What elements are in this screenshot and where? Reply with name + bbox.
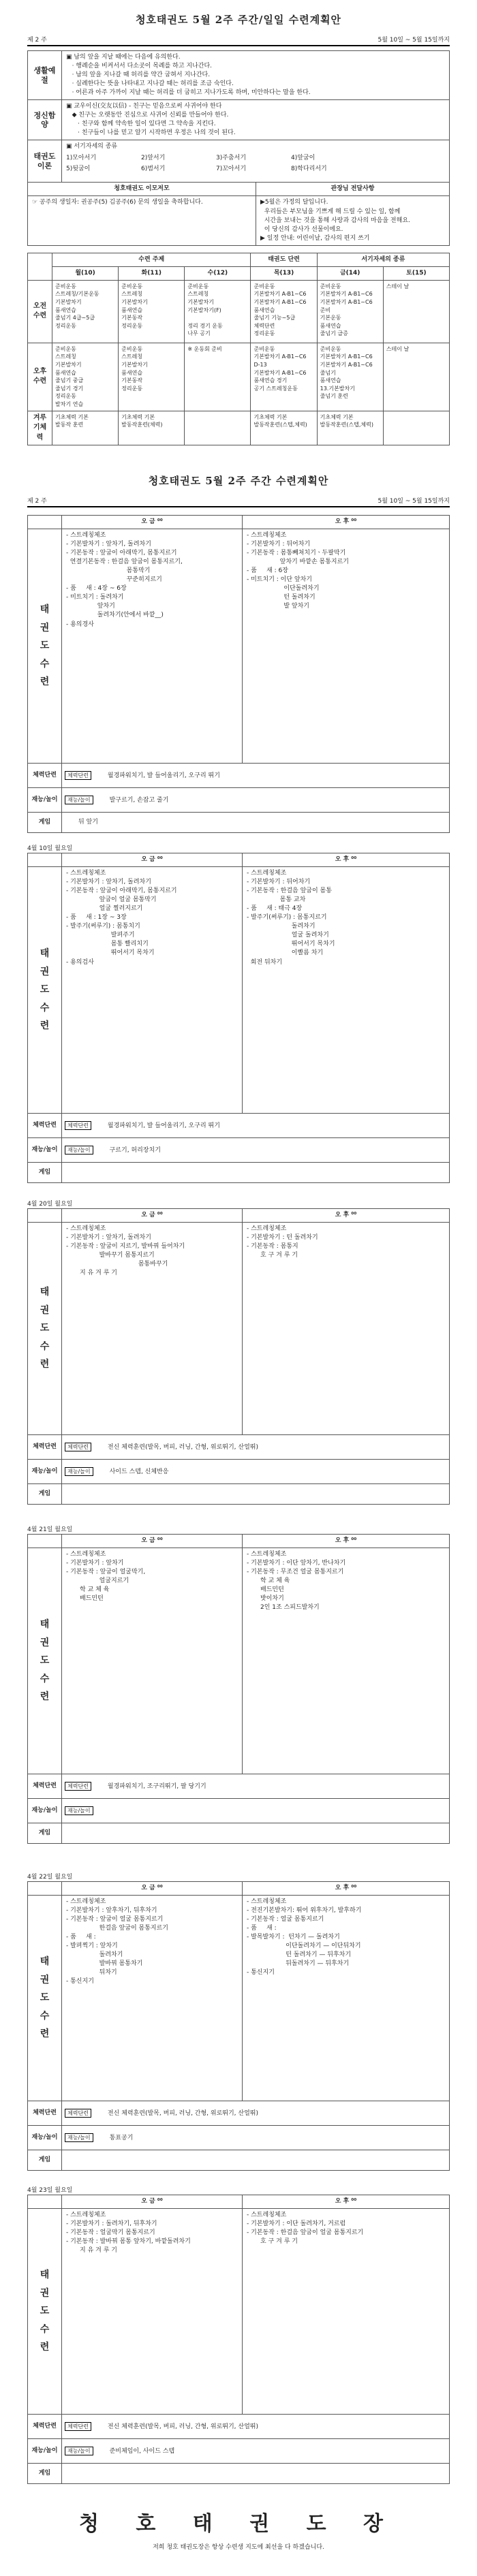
- notice-left-title: 청호태권도 이모저모: [28, 183, 256, 196]
- am-line: 몸통 빨리치기: [66, 941, 149, 948]
- am-line: 학 교 체 육: [66, 1586, 110, 1594]
- play-text: 사이드 스텝, 신체반응: [109, 1468, 169, 1475]
- theory-item: 7)꼬아서기: [216, 165, 247, 172]
- row-label-play: 재능/놀이: [28, 1799, 62, 1823]
- pm-line: 회전 뒤차기: [247, 958, 283, 966]
- schedule-day-header: 토(15): [383, 266, 449, 280]
- theory-item: 5)뒷굽이: [66, 165, 91, 172]
- vertical-label-text: 태 권 도 수 련: [40, 2269, 50, 2353]
- vertical-label: [28, 529, 62, 764]
- schedule-group-1: 수련 주제: [52, 253, 251, 266]
- row-label-game: 게임: [28, 2150, 62, 2171]
- spirit-label: 정신함양: [28, 100, 62, 140]
- day-table: [27, 1534, 450, 1844]
- play-text: 준비체임이, 사이드 스텝: [109, 2447, 175, 2455]
- schedule-day-header: 화(11): [119, 266, 185, 280]
- schedule-cell: 기초체력 기본 발동작훈련(스텝,체력): [251, 411, 317, 445]
- theory-heading: ▣ 서기자세의 종류: [66, 143, 118, 151]
- pm-line: 턴 돌려차기: [247, 594, 316, 601]
- pm-line: 몸통 교차: [247, 896, 306, 904]
- schedule-day-header: 월(10): [52, 266, 119, 280]
- pm-line: - 전진기본발차기: 뛰어 위후차기, 발후하기: [247, 1907, 362, 1915]
- pm-line: 뒤돌려차기 — 뒤후차기: [247, 1960, 350, 1968]
- notice-right-title: 관장님 전달사항: [256, 183, 450, 196]
- weekly-plan: [27, 12, 450, 445]
- day-table: [27, 853, 450, 1183]
- pm-line: 밧이차기: [247, 1595, 284, 1603]
- fitness-tag: 체력단련: [65, 1443, 91, 1452]
- notice-right-line: 시간을 보내는 것을 통해 사랑과 감사의 마음을 전해요.: [260, 217, 410, 224]
- pm-line: - 스트레칭체조: [247, 1551, 287, 1558]
- am-content: [62, 2209, 243, 2415]
- fitness-text: 월경파워치기, 발 들어올리기, 오구리 뛰기: [107, 1122, 220, 1129]
- row-label-fitness: 체력단련: [28, 764, 62, 788]
- fitness-row: [62, 2415, 450, 2439]
- fitness-row: [62, 1435, 450, 1460]
- schedule-row-label: 겨루기체력: [28, 411, 52, 445]
- am-line: 앞굽이 얼굴 몸통막기: [66, 896, 157, 904]
- pm-content: [243, 2209, 450, 2415]
- pm-line: - 품 새 :: [247, 1925, 277, 1932]
- day-plan-4: [27, 1872, 450, 2171]
- corner: [28, 1209, 62, 1223]
- am-line: 몸통막기: [66, 567, 151, 575]
- day-table: [27, 1881, 450, 2171]
- fitness-row: [62, 1774, 450, 1799]
- schedule-cell: 준비운동 스트레칭 기본발차기 품새연습 줄넘기 중급 줄넘기 경기 정리운동 발차기 연습: [52, 343, 119, 411]
- am-line: - 스트레칭체조: [66, 532, 106, 539]
- pm-line: - 기본발차기 : 이단 돌려차기, 거르럼: [247, 2220, 346, 2228]
- daily-schedule-table: [27, 253, 450, 445]
- row-label-play: 재능/놀이: [28, 2126, 62, 2150]
- day-plan-2: [27, 1199, 450, 1505]
- corner: [28, 1535, 62, 1548]
- am-line: - 발펴찍기 : 앞차기: [66, 1943, 118, 1950]
- schedule-group-3: 서기자세의 종류: [317, 253, 449, 266]
- play-row: [62, 1460, 450, 1484]
- vertical-label: [28, 867, 62, 1114]
- vertical-label-text: 태 권 도 수 련: [40, 604, 50, 688]
- pm-line: - 기본동작 : 몸통지: [247, 1243, 298, 1251]
- col-am: 오 금 ⁰⁰: [62, 1882, 243, 1896]
- schedule-cell: 준비운동 기본발차기 A-B1~C6 기본발차기 A-B1~C6 품새연습 줄넘기 기능~5급 체력단련 정리운동: [251, 280, 317, 343]
- schedule-cell: 준비운동 기본발차기 A-B1~C6 D-13 기본발차기 A-B1~C6 품새연습 경기 공기 스트레칭운동: [251, 343, 317, 411]
- spirit-lines-line: ▣ 교우이신(交友以信) - 친구는 믿음으로써 사귀어야 한다: [66, 103, 222, 110]
- fitness-row: [62, 2101, 450, 2126]
- am-line: 뒤차기: [66, 1969, 117, 1977]
- play-tag: 재능/놀이: [65, 1146, 93, 1155]
- row-label-play: 재능/놀이: [28, 2439, 62, 2464]
- play-row: [62, 2126, 450, 2150]
- am-content: [62, 529, 243, 764]
- am-line: - 기본발차기 : 앞차기, 돌려차기: [66, 879, 151, 886]
- vertical-label-text: 태 권 도 수 련: [40, 1287, 50, 1370]
- schedule-cell: 준비운동 스트레칭 기본발차기 품새연습 기본동작 정리운동: [119, 280, 185, 343]
- schedule-day-header: 금(14): [317, 266, 383, 280]
- col-am: 오 금 ⁰⁰: [62, 2195, 243, 2209]
- week-label: 제 2 주: [27, 37, 47, 44]
- am-line: - 기본발차기 : 앞차기, 돌려차기: [66, 541, 151, 548]
- schedule-day-header: 목(13): [251, 266, 317, 280]
- play-row: [62, 788, 450, 813]
- spirit-lines-line: · 친구들이 나를 믿고 알기 시작하면 우정은 나의 것이 된다.: [66, 129, 236, 137]
- fitness-tag: 체력단련: [65, 771, 91, 781]
- pm-line: 발 앞차기: [247, 603, 309, 610]
- row-label-fitness: 체력단련: [28, 2101, 62, 2126]
- row-label-fitness: 체력단련: [28, 2415, 62, 2439]
- vertical-label: [28, 1896, 62, 2101]
- pm-line: - 스트레칭체조: [247, 2212, 287, 2219]
- am-line: - 스트레칭체조: [66, 1551, 106, 1558]
- notice-right-line: ▶ 일정 안내: 어린이날, 감사의 편지 쓰기: [260, 234, 370, 242]
- row-label-fitness: 체력단련: [28, 1435, 62, 1460]
- spirit-content: [62, 100, 450, 140]
- am-content: [62, 1896, 243, 2101]
- am-line: - 기본동작 : 앞굽이 아래막기, 몸통지르기: [66, 888, 177, 895]
- vertical-label: [28, 1223, 62, 1435]
- play-text: 통표공기: [109, 2134, 134, 2141]
- vertical-label-text: 태 권 도 수 련: [40, 948, 50, 1032]
- play-text: 구르기, 허리장치기: [109, 1146, 161, 1154]
- theory-content: [62, 140, 450, 183]
- am-line: - 용의경사: [66, 621, 94, 628]
- schedule-cell: 준비운동 스트레칭 기본발차기 기본발차기(F) 정리 경기 운동 나무 공기: [185, 280, 251, 343]
- am-line: 발바꾸기 몸통지르기: [66, 1252, 155, 1259]
- am-line: - 스트레칭체조: [66, 1898, 106, 1906]
- life-label: 생활예절: [28, 51, 62, 100]
- game-row: [62, 2464, 450, 2484]
- theory-item: 4)앞굽이: [291, 155, 316, 162]
- theory-item: 1)모아서기: [66, 155, 97, 162]
- pm-content: [243, 529, 450, 764]
- row-label-play: 재능/놀이: [28, 788, 62, 813]
- am-content: [62, 867, 243, 1114]
- schedule-cell: [185, 411, 251, 445]
- pm-line: - 기본발차기 : 턴 돌려차기: [247, 1234, 318, 1242]
- row-label-game: 게임: [28, 1823, 62, 1844]
- fitness-row: [62, 764, 450, 788]
- game-row: [62, 2150, 450, 2171]
- game-row: [62, 1823, 450, 1844]
- pm-line: 얼굴 돌려차기: [247, 932, 329, 939]
- am-line: 배드민턴: [66, 1595, 104, 1603]
- am-line: 한걸음 앞굽이 몸통지르기: [66, 1925, 168, 1932]
- day-date-label: 4월 22일 월요일: [27, 1874, 73, 1881]
- am-line: - 기본동작 : 앞굽이 얼굴막기,: [66, 1569, 146, 1576]
- schedule-cell: 스테이 날: [383, 343, 449, 411]
- day-date-label: 4월 21일 월요일: [27, 1526, 73, 1533]
- am-line: 돌려차기: [66, 1951, 123, 1959]
- pm-line: 이단돌려차기: [247, 585, 320, 593]
- col-pm: 오 후 ⁰⁰: [243, 1535, 450, 1548]
- life-content: [62, 51, 450, 100]
- day-plan-3: [27, 1524, 450, 1844]
- row-label-game: 게임: [28, 813, 62, 833]
- pm-line: - 품 새 : 태극 4장: [247, 905, 303, 913]
- am-line: 몸통바꾸기: [66, 1261, 168, 1268]
- pm-line: - 스트레칭체조: [247, 1225, 287, 1233]
- fitness-tag: 체력단련: [65, 1121, 91, 1131]
- am-line: - 기본동작 : 앞굽이 얼굴 몸통지르기: [66, 1916, 164, 1923]
- col-am: 오 금 ⁰⁰: [62, 516, 243, 529]
- am-line: - 스트레칭체조: [66, 1225, 106, 1233]
- footer-sub: 저희 청호 태권도장은 항상 수련생 지도에 최선을 다 하겠습니다.: [153, 2544, 324, 2551]
- theory-item: 8)학다리서기: [291, 165, 327, 172]
- pm-line: - 기본동작 : 무조건 얼굴 몸통지르기: [247, 1569, 344, 1576]
- am-line: - 통신지기: [66, 1978, 94, 1985]
- am-line: 발바꿔 몸통차기: [66, 1960, 143, 1968]
- am-line: - 용의검사: [66, 958, 94, 966]
- am-line: - 기본동작 : 앞굽이 지르기, 발바꿔 들어차기: [66, 1243, 185, 1251]
- play-tag: 재능/놀이: [65, 2447, 93, 2456]
- schedule-cell: 기초체력 기본 발동작 훈련: [52, 411, 119, 445]
- corner: [28, 2195, 62, 2209]
- am-line: - 스트레칭체조: [66, 870, 106, 877]
- daily-plan-header: [27, 473, 450, 507]
- notice-right: [256, 196, 450, 245]
- life-lines-line: · 어른과 아주 가까이 지날 때는 허리를 더 굽히고 지나가도록 하며, 미안하다는 말을 한다.: [66, 89, 311, 97]
- fitness-text: 월경파워치기, 발 들어올리기, 오구리 뛰기: [107, 772, 220, 779]
- pm-line: - 기본발차기 : 뒤어차기: [247, 541, 311, 548]
- day-plan-0: [27, 505, 450, 833]
- theory-item: 6)범서기: [141, 165, 166, 172]
- daily-dates: 5월 10일 ~ 5월 15일까지: [378, 498, 450, 505]
- pm-line: 2인 1조 스피드발차기: [247, 1604, 320, 1612]
- col-pm: 오 후 ⁰⁰: [243, 1882, 450, 1896]
- col-pm: 오 후 ⁰⁰: [243, 2195, 450, 2209]
- row-label-play: 재능/놀이: [28, 1138, 62, 1163]
- day-table: [27, 515, 450, 833]
- am-line: 앞차기: [66, 603, 115, 610]
- schedule-day-header: 수(12): [185, 266, 251, 280]
- schedule-cell: 기초체력 기본 발동작훈련(체력): [119, 411, 185, 445]
- schedule-cell: 준비운동 스트레칭/기본운동 기본발차기 품새연습 줄넘기 4급~5급 정리운동: [52, 280, 119, 343]
- schedule-cell: 준비운동 기본발차기 A-B1~C6 기본발차기 A-B1~C6 준비 기본운동 품새연습 줄넘기 급증: [317, 280, 383, 343]
- schedule-cell: [383, 411, 449, 445]
- vertical-label-text: 태 권 도 수 련: [40, 1619, 50, 1703]
- schedule-cell: ※ 운동회 준비: [185, 343, 251, 411]
- fitness-tag: 체력단련: [65, 1782, 91, 1791]
- am-line: 뛰어서기 목차기: [66, 949, 155, 957]
- fitness-row: [62, 1114, 450, 1138]
- fitness-text: 전신 체력훈련(발목, 버피, 러닝, 간형, 위로뛰기, 산얼뛰): [107, 1443, 258, 1451]
- corner: [28, 1882, 62, 1896]
- pm-line: - 기본발차기 : 이단 앞차기, 반나차기: [247, 1560, 346, 1567]
- day-date-label: 4월 20일 월요일: [27, 1201, 73, 1208]
- row-label-fitness: 체력단련: [28, 1774, 62, 1799]
- play-tag: 재능/놀이: [65, 2133, 93, 2143]
- weekly-header: [27, 33, 450, 46]
- schedule-group-2: 태권도 단련: [251, 253, 317, 266]
- col-pm: 오 후 ⁰⁰: [243, 853, 450, 867]
- pm-line: 배드민턴: [247, 1586, 284, 1594]
- pm-line: - 기본동작 : 한걸음 앞굽이 몸통: [247, 888, 332, 895]
- day-table: [27, 1208, 450, 1505]
- col-am: 오 금 ⁰⁰: [62, 1209, 243, 1223]
- am-line: 꾸준히지르기: [66, 576, 162, 584]
- play-row: [62, 2439, 450, 2464]
- play-tag: 재능/놀이: [65, 1806, 93, 1816]
- am-content: [62, 1548, 243, 1774]
- life-lines-line: · 행례순을 비켜서서 다소곳이 목례를 하고 지나간다.: [66, 63, 213, 70]
- schedule-row-label: 오전수련: [28, 280, 52, 343]
- pm-line: 뛰어서기 목차기: [247, 941, 335, 948]
- col-am: 오 금 ⁰⁰: [62, 1535, 243, 1548]
- row-label-play: 재능/놀이: [28, 1460, 62, 1484]
- game-row: [62, 1484, 450, 1505]
- schedule-cell: 스테이 날: [383, 280, 449, 343]
- am-line: 돌려차기(안에서 바깥__): [66, 612, 164, 619]
- pm-content: [243, 1896, 450, 2101]
- spirit-lines-line: · 친구와 함께 약속한 일이 있다면 그 약속을 지킨다.: [66, 121, 216, 128]
- am-line: 지 유 겨 루 기: [66, 1270, 117, 1277]
- spirit-lines-line: ◆ 친구는 오랫동안 진심으로 사귀어 신뢰를 만들어야 한다.: [66, 112, 229, 119]
- fitness-tag: 체력단련: [65, 2109, 91, 2118]
- am-line: - 기본동작 : 얼굴막기 몸통지르기: [66, 2229, 155, 2237]
- am-line: 얼굴지르기: [66, 1577, 129, 1585]
- schedule-row-label: 오후수련: [28, 343, 52, 411]
- day-plan-1: [27, 843, 450, 1183]
- life-lines-line: · 실례한다는 뜻을 나타내고 지나갈 때는 허리를 조금 숙인다.: [66, 80, 234, 88]
- pm-line: 호 구 겨 루 기: [247, 1252, 298, 1259]
- pm-line: - 발목발차기 : 턴차기 — 돌려차기: [247, 1934, 340, 1941]
- game-text: 뒤 앞기: [78, 819, 98, 826]
- day-table: [27, 2195, 450, 2484]
- play-text: 발구르기, 손잡고 줄기: [109, 796, 169, 804]
- pm-line: - 미트치기 : 이단 앞차기: [247, 576, 312, 584]
- life-lines-line: ▣ 남의 앞을 지날 때에는 다음에 유의한다.: [66, 54, 181, 61]
- play-tag: 재능/놀이: [65, 1467, 93, 1477]
- weekly-title: 청호태권도 5월 2주 주간/일일 수련계획안: [135, 14, 342, 26]
- am-line: - 미트치기 : 돌려차기: [66, 594, 124, 601]
- play-row: [62, 1799, 450, 1823]
- pm-line: - 기본동작 : 한걸음 앞굽이 얼굴 몸통지르기: [247, 2229, 364, 2237]
- day-date-label: 4월 10일 월요일: [27, 845, 73, 852]
- pm-line: - 스트레칭체조: [247, 870, 287, 877]
- day-plan-5: [27, 2185, 450, 2484]
- am-line: 연결기본동작 : 한걸음 앞굽이 몸통지르기,: [66, 559, 183, 566]
- play-row: [62, 1138, 450, 1163]
- am-line: - 기본동작 : 앞굽이 아래막기, 몸통지르기: [66, 550, 177, 557]
- notice-right-line: 우리들은 부모님을 기쁘게 해 드릴 수 있는 일, 함께: [260, 208, 401, 215]
- fitness-tag: 체력단련: [65, 2422, 91, 2432]
- academy-name: 청 호 태 권 도 장: [78, 2512, 399, 2536]
- notice-left: ☞ 공주의 생일자: 권공주(5) 김공주(6) 문의 생일을 축하합니다.: [28, 196, 256, 245]
- schedule-cell: 준비운동 스트레칭 기본발차기 품새연습 기본동작 정리운동: [119, 343, 185, 411]
- day-date-label: [27, 505, 450, 515]
- play-tag: 재능/놀이: [65, 796, 93, 805]
- corner: [28, 516, 62, 529]
- daily-title: 청호태권도 5월 2주 주간 수련계획안: [148, 475, 329, 487]
- pm-content: [243, 867, 450, 1114]
- fitness-text: 전신 체력훈련(발목, 버피, 러닝, 간형, 위로뛰기, 산얼뛰): [107, 2423, 258, 2430]
- am-line: - 스트레칭체조: [66, 2212, 106, 2219]
- am-content: [62, 1223, 243, 1435]
- pm-line: 앞차기 바깥손 몸통지르기: [247, 559, 349, 566]
- am-line: - 기본발차기 : 앞차기, 돌려차기: [66, 1234, 151, 1242]
- schedule-cell: 기초체력 기본 발동작훈련(스텝,체력): [317, 411, 383, 445]
- pm-content: [243, 1223, 450, 1435]
- pm-line: - 발주기(써루기) : 몸통지르기: [247, 914, 327, 922]
- pm-line: 턴 돌려차기 — 뒤후차기: [247, 1951, 352, 1959]
- am-line: - 기본동작 : 발바꿔 몸통 앞차기, 바깥돌려차기: [66, 2238, 191, 2246]
- theory-label: 태권도이론: [28, 140, 62, 183]
- col-pm: 오 후 ⁰⁰: [243, 1209, 450, 1223]
- theory-item: 3)주춤서기: [216, 155, 247, 162]
- schedule-corner: [28, 253, 52, 280]
- game-row: [62, 813, 450, 833]
- vertical-label: [28, 1548, 62, 1774]
- vertical-label-text: 태 권 도 수 련: [40, 1956, 50, 2040]
- pm-line: - 통신지기: [247, 1969, 275, 1977]
- am-line: - 기본발차기 : 앞후차기, 뒤후차기: [66, 1907, 157, 1915]
- row-label-game: 게임: [28, 1163, 62, 1183]
- row-label-game: 게임: [28, 2464, 62, 2484]
- pm-line: - 기본발차기 : 뒤어차기: [247, 879, 311, 886]
- am-line: 지 유 겨 루 기: [66, 2247, 117, 2255]
- row-label-fitness: 체력단련: [28, 1114, 62, 1138]
- pm-line: - 기본동작 : 몸통빼쳐치기ㆍ두팔막기: [247, 550, 346, 557]
- life-lines-line: · 남의 앞을 지나갈 때 허리를 약간 굽혀서 지나간다.: [66, 72, 211, 79]
- game-row: [62, 1163, 450, 1183]
- pm-line: 호 구 겨 루 기: [247, 2238, 298, 2246]
- pm-content: [243, 1548, 450, 1774]
- day-date-label: 4월 23일 월요일: [27, 2187, 73, 2194]
- pm-line: - 품 새 : 6장: [247, 567, 288, 575]
- pm-line: 학 교 체 육: [247, 1577, 290, 1585]
- notice-right-line: ▶5월은 가정의 달입니다.: [260, 199, 328, 206]
- pm-line: - 기본동작 : 얼굴 몸통지르기: [247, 1916, 324, 1923]
- pm-line: 이단돌려차기 — 이단뒤차기: [247, 1943, 361, 1950]
- am-line: 얼굴 찔러지르기: [66, 905, 143, 913]
- fitness-text: 전신 체력훈련(발목, 버피, 러닝, 간형, 위로뛰기, 산얼뛰): [107, 2109, 258, 2117]
- notice-right-line: 이 당신의 감사가 선물이에요.: [260, 225, 343, 233]
- date-range: 5월 10일 ~ 5월 15일까지: [378, 37, 450, 44]
- am-line: - 품 새 :: [66, 1934, 96, 1941]
- footer: [27, 2507, 450, 2551]
- daily-week: 제 2 주: [27, 498, 47, 505]
- am-line: - 발주기(써루기) : 몸통치기: [66, 923, 140, 930]
- weekly-summary-table: [27, 50, 450, 246]
- col-pm: 오 후 ⁰⁰: [243, 516, 450, 529]
- pm-line: 돌려차기: [247, 923, 316, 930]
- pm-line: 이빨름 차기: [247, 949, 324, 957]
- am-line: - 품 새 : 1장 ~ 3장: [66, 914, 127, 922]
- pm-line: - 스트레칭체조: [247, 532, 287, 539]
- col-am: 오 금 ⁰⁰: [62, 853, 243, 867]
- theory-item: 2)앞서기: [141, 155, 166, 162]
- am-line: - 기본발차기 : 돌려차기, 뒤후차기: [66, 2220, 157, 2228]
- pm-line: - 스트레칭체조: [247, 1898, 287, 1906]
- am-line: - 기본발차기 : 앞차기: [66, 1560, 124, 1567]
- vertical-label: [28, 2209, 62, 2415]
- corner: [28, 853, 62, 867]
- schedule-cell: 준비운동 기본발차기 A-B1~C6 기본발차기 A-B1~C6 줄넘기 품새연습 13.기본발차기 줄넘기 훈련: [317, 343, 383, 411]
- am-line: 발펴주기: [66, 932, 135, 939]
- row-label-game: 게임: [28, 1484, 62, 1505]
- am-line: - 품 새 : 4장 ~ 6장: [66, 585, 127, 593]
- fitness-text: 월경파워치기, 조구리뛰기, 팔 당기기: [107, 1782, 206, 1790]
